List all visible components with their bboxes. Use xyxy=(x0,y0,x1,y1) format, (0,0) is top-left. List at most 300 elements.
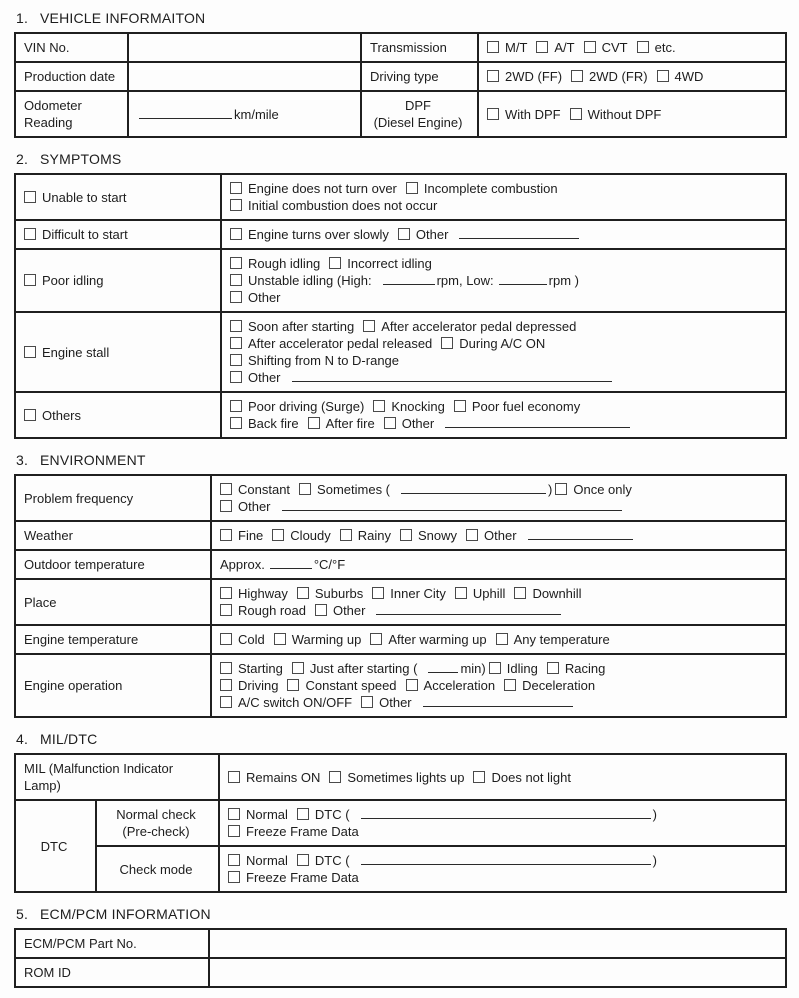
checkbox[interactable] xyxy=(398,228,410,240)
form-line xyxy=(24,631,202,648)
form-line xyxy=(24,838,87,855)
checkbox[interactable] xyxy=(340,529,352,541)
label-cell xyxy=(15,249,221,312)
checkbox[interactable] xyxy=(473,771,485,783)
static-text: ECM/PCM Part No. xyxy=(24,936,137,951)
fill-in-blank[interactable] xyxy=(428,660,458,673)
checkbox-label: DTC ( xyxy=(314,853,350,868)
checkbox-option xyxy=(230,416,299,431)
form-line xyxy=(220,585,777,602)
form-line xyxy=(24,68,119,85)
section-ecm-pcm-information xyxy=(14,906,785,988)
checkbox-label: Difficult to start xyxy=(42,227,128,242)
label-cell xyxy=(15,62,128,91)
checkbox-option xyxy=(272,528,330,543)
static-text: Weather xyxy=(24,528,73,543)
form-line xyxy=(105,823,210,840)
checkbox[interactable] xyxy=(230,354,242,366)
checkbox[interactable] xyxy=(230,337,242,349)
checkbox-option xyxy=(220,603,306,618)
checkbox-option xyxy=(370,632,486,647)
static-text: MIL (Malfunction Indicator xyxy=(24,761,174,776)
checkbox-label: Driving xyxy=(238,678,279,693)
checkbox-label: Poor fuel economy xyxy=(471,399,581,414)
checkbox[interactable] xyxy=(220,587,232,599)
checkbox-label: Normal xyxy=(246,807,288,822)
form-line xyxy=(228,823,777,840)
form-line xyxy=(220,631,777,648)
checkbox-label: After accelerator pedal depressed xyxy=(381,319,577,334)
checkbox-label: Engine turns over slowly xyxy=(248,227,389,242)
checkbox-option xyxy=(329,256,432,271)
checkbox[interactable] xyxy=(220,529,232,541)
static-text: °C/°F xyxy=(313,557,346,572)
checkbox-option xyxy=(315,603,366,618)
checkbox-option xyxy=(657,69,704,84)
fill-in-blank[interactable] xyxy=(423,694,573,707)
checkbox-label: Other xyxy=(248,370,281,385)
checkbox-option xyxy=(228,853,288,868)
fill-in-blank[interactable] xyxy=(361,806,651,819)
checkbox-option xyxy=(536,40,574,55)
checkbox-label: Racing xyxy=(564,661,606,676)
checkbox[interactable] xyxy=(220,604,232,616)
static-text: (Pre-check) xyxy=(122,824,190,839)
form-line xyxy=(220,694,777,711)
checkbox[interactable] xyxy=(487,41,499,53)
value-cell xyxy=(219,800,786,846)
checkbox-option xyxy=(555,482,632,497)
checkbox-label: Just after starting ( xyxy=(309,661,418,676)
checkbox-label: Any temperature xyxy=(513,632,610,647)
value-cell xyxy=(478,33,786,62)
checkbox-label: Fine xyxy=(238,528,264,543)
static-text: rpm, Low: xyxy=(436,273,494,288)
fill-in-blank[interactable] xyxy=(270,556,312,569)
checkbox-option xyxy=(297,586,363,601)
label-cell xyxy=(15,91,128,137)
form-line xyxy=(228,769,777,786)
checkbox-label: After fire xyxy=(325,416,375,431)
value-cell xyxy=(219,846,786,892)
checkbox[interactable] xyxy=(220,500,232,512)
checkbox-label: Incomplete combustion xyxy=(423,181,558,196)
label-cell xyxy=(15,33,128,62)
checkbox-label: Remains ON xyxy=(246,769,321,785)
static-text: VIN No. xyxy=(24,40,70,55)
checkbox[interactable] xyxy=(220,679,232,691)
checkbox-option xyxy=(487,40,527,55)
table-vehicle-information xyxy=(14,32,787,138)
form-line xyxy=(220,660,777,677)
form-line xyxy=(24,272,212,289)
value-cell xyxy=(209,929,786,958)
form-line xyxy=(24,964,200,981)
checkbox-label: DTC ( xyxy=(314,807,350,822)
checkbox-option xyxy=(274,632,362,647)
checkbox[interactable] xyxy=(272,529,284,541)
form-line xyxy=(228,869,777,886)
form-line xyxy=(230,272,777,289)
form-line xyxy=(370,97,469,114)
checkbox[interactable] xyxy=(228,825,240,837)
form-line xyxy=(228,806,777,823)
checkbox[interactable] xyxy=(299,483,311,495)
value-cell xyxy=(211,625,786,654)
checkbox-label: Constant xyxy=(238,482,291,497)
form-line xyxy=(230,335,777,352)
form-line xyxy=(220,556,777,573)
checkbox-option xyxy=(230,399,364,414)
value-cell xyxy=(221,220,786,249)
form-line xyxy=(24,777,210,794)
checkbox-label: Other xyxy=(332,603,366,618)
checkbox[interactable] xyxy=(361,696,373,708)
checkbox[interactable] xyxy=(570,108,582,120)
checkbox[interactable] xyxy=(24,346,36,358)
static-text: Engine operation xyxy=(24,678,123,693)
checkbox-label: Starting xyxy=(238,661,283,676)
static-text: ) xyxy=(548,482,553,497)
checkbox[interactable] xyxy=(466,529,478,541)
checkbox[interactable] xyxy=(373,400,385,412)
form-line xyxy=(220,677,777,694)
checkbox[interactable] xyxy=(504,679,516,691)
checkbox-option xyxy=(24,227,128,242)
fill-in-blank[interactable] xyxy=(383,272,435,285)
section-number: 5. xyxy=(16,906,29,922)
checkbox[interactable] xyxy=(657,70,669,82)
checkbox-option xyxy=(514,586,581,601)
checkbox[interactable] xyxy=(228,871,240,883)
checkbox-option xyxy=(297,807,350,822)
fill-in-blank[interactable] xyxy=(282,498,622,511)
label-cell xyxy=(15,312,221,392)
fill-in-blank[interactable] xyxy=(376,602,561,615)
value-cell xyxy=(128,91,361,137)
checkbox-option xyxy=(230,256,320,271)
form-line xyxy=(230,289,777,306)
checkbox[interactable] xyxy=(230,182,242,194)
checkbox-label: Cold xyxy=(238,632,265,647)
static-text: rpm ) xyxy=(548,273,579,288)
checkbox[interactable] xyxy=(230,320,242,332)
checkbox-option xyxy=(297,853,350,868)
table-ecm-pcm-information xyxy=(14,928,787,988)
fill-in-blank[interactable] xyxy=(528,527,633,540)
checkbox[interactable] xyxy=(536,41,548,53)
checkbox[interactable] xyxy=(384,417,396,429)
checkbox-label: A/T xyxy=(554,40,575,55)
checkbox-label: Shifting from N to D-range xyxy=(248,353,400,368)
checkbox-option xyxy=(361,695,412,710)
static-text: ) xyxy=(652,853,657,868)
static-text: Outdoor temperature xyxy=(24,557,145,572)
checkbox-option xyxy=(220,528,263,543)
checkbox-option xyxy=(487,69,562,84)
checkbox[interactable] xyxy=(637,41,649,53)
checkbox[interactable] xyxy=(400,529,412,541)
section-title: ECM/PCM INFORMATION xyxy=(40,906,211,922)
label-cell xyxy=(96,846,219,892)
checkbox-option xyxy=(228,807,288,822)
checkbox[interactable] xyxy=(297,587,309,599)
fill-in-blank[interactable] xyxy=(401,481,546,494)
section-number: 1. xyxy=(16,10,29,26)
section-heading xyxy=(16,10,783,26)
form-line xyxy=(230,226,777,243)
checkbox[interactable] xyxy=(571,70,583,82)
section-environment xyxy=(14,452,785,718)
checkbox-option xyxy=(230,319,354,334)
checkbox-option xyxy=(230,290,281,305)
checkbox[interactable] xyxy=(441,337,453,349)
checkbox[interactable] xyxy=(372,587,384,599)
fill-in-blank[interactable] xyxy=(459,226,579,239)
form-line xyxy=(230,415,777,432)
value-cell xyxy=(221,392,786,438)
checkbox-label: Poor driving (Surge) xyxy=(248,399,365,414)
checkbox-label: Highway xyxy=(238,586,288,601)
checkbox[interactable] xyxy=(455,587,467,599)
checkbox-option xyxy=(220,482,290,497)
checkbox[interactable] xyxy=(297,854,309,866)
form-line xyxy=(105,806,210,823)
static-text: ROM ID xyxy=(24,965,71,980)
checkbox[interactable] xyxy=(220,696,232,708)
checkbox[interactable] xyxy=(230,291,242,303)
checkbox-option xyxy=(228,824,359,839)
fill-in-blank[interactable] xyxy=(499,272,547,285)
checkbox[interactable] xyxy=(329,771,341,783)
checkbox[interactable] xyxy=(230,400,242,412)
section-number: 4. xyxy=(16,731,29,747)
checkbox[interactable] xyxy=(220,662,232,674)
checkbox[interactable] xyxy=(220,633,232,645)
section-symptoms xyxy=(14,151,785,439)
label-cell xyxy=(15,521,211,550)
static-text: Approx. xyxy=(220,557,265,572)
form-line xyxy=(230,369,777,386)
checkbox-label: Unable to start xyxy=(42,189,127,205)
checkbox[interactable] xyxy=(487,108,499,120)
checkbox-label: Incorrect idling xyxy=(347,256,432,271)
checkbox-label: Others xyxy=(42,407,82,423)
checkbox-option xyxy=(230,370,281,385)
form-line xyxy=(105,861,210,878)
checkbox-option xyxy=(228,870,359,885)
form-line xyxy=(24,527,202,544)
checkbox-option xyxy=(406,181,558,196)
static-text: Engine temperature xyxy=(24,632,139,647)
checkbox-option xyxy=(230,273,372,288)
static-text: Check mode xyxy=(119,861,193,877)
section-number: 3. xyxy=(16,452,29,468)
form-line xyxy=(220,527,777,544)
static-text: km/mile xyxy=(234,106,279,122)
checkbox-option xyxy=(230,181,397,196)
static-text: Production date xyxy=(24,69,116,84)
static-text: Place xyxy=(24,594,57,610)
checkbox-label: Other xyxy=(401,416,435,431)
checkbox[interactable] xyxy=(228,808,240,820)
form-line xyxy=(230,255,777,272)
checkbox-label: Sometimes ( xyxy=(317,482,391,497)
label-cell xyxy=(15,392,221,438)
checkbox[interactable] xyxy=(274,633,286,645)
value-cell xyxy=(221,249,786,312)
checkbox-option xyxy=(372,586,446,601)
checkbox-label: Suburbs xyxy=(314,586,364,601)
checkbox-label: Freeze Frame Data xyxy=(246,824,359,839)
checkbox-label: Cloudy xyxy=(290,528,331,543)
table-environment xyxy=(14,474,787,718)
label-cell xyxy=(15,800,96,892)
form-line xyxy=(24,226,212,243)
checkbox[interactable] xyxy=(406,182,418,194)
checkbox[interactable] xyxy=(297,808,309,820)
checkbox[interactable] xyxy=(287,679,299,691)
checkbox-label: Normal xyxy=(246,853,288,868)
checkbox[interactable] xyxy=(220,483,232,495)
checkbox-option xyxy=(24,273,103,288)
label-cell xyxy=(15,550,211,579)
checkbox-option xyxy=(329,770,464,785)
checkbox-label: Idling xyxy=(506,661,538,676)
checkbox-option xyxy=(220,632,265,647)
static-text: (Diesel Engine) xyxy=(373,115,463,130)
section-title: VEHICLE INFORMAITON xyxy=(40,10,206,26)
checkbox[interactable] xyxy=(370,633,382,645)
static-text: Reading xyxy=(24,115,73,130)
checkbox-label: etc. xyxy=(654,40,676,55)
fill-in-blank[interactable] xyxy=(445,415,630,428)
checkbox-label: Unstable idling (High: xyxy=(248,273,372,288)
checkbox-label: Inner City xyxy=(390,586,446,601)
checkbox-label: Other xyxy=(379,695,412,710)
checkbox[interactable] xyxy=(547,662,559,674)
form-line xyxy=(230,398,777,415)
checkbox[interactable] xyxy=(555,483,567,495)
checkbox[interactable] xyxy=(496,633,508,645)
form-line xyxy=(24,677,202,694)
checkbox[interactable] xyxy=(24,191,36,203)
value-cell xyxy=(209,958,786,987)
checkbox-label: Warming up xyxy=(291,632,362,647)
form-line xyxy=(24,490,202,507)
section-title: ENVIRONMENT xyxy=(40,452,146,468)
value-cell xyxy=(478,91,786,137)
static-text: Normal check xyxy=(116,807,196,822)
section-heading xyxy=(16,151,783,167)
checkbox-option xyxy=(24,408,81,423)
checkbox-label: Poor idling xyxy=(42,273,104,288)
checkbox[interactable] xyxy=(329,257,341,269)
checkbox[interactable] xyxy=(230,274,242,286)
checkbox[interactable] xyxy=(292,662,304,674)
checkbox[interactable] xyxy=(228,771,240,783)
checkbox-label: Other xyxy=(415,227,449,242)
value-cell xyxy=(478,62,786,91)
static-text: Problem frequency xyxy=(24,490,134,506)
checkbox-label: After warming up xyxy=(388,632,487,647)
form-line xyxy=(370,68,469,85)
static-text: Driving type xyxy=(370,69,439,84)
value-cell xyxy=(128,62,361,91)
checkbox[interactable] xyxy=(230,199,242,211)
checkbox-option xyxy=(454,399,580,414)
checkbox-option xyxy=(340,528,391,543)
static-text: DTC xyxy=(40,838,68,854)
checkbox-label: Acceleration xyxy=(423,678,496,693)
static-text: Transmission xyxy=(370,40,447,55)
checkbox-option xyxy=(504,678,595,693)
checkbox-label: Engine stall xyxy=(42,344,110,360)
value-cell xyxy=(221,312,786,392)
checkbox[interactable] xyxy=(24,228,36,240)
fill-in-blank[interactable] xyxy=(361,852,651,865)
checkbox-option xyxy=(466,528,517,543)
form-line xyxy=(220,498,777,515)
section-title: SYMPTOMS xyxy=(40,151,122,167)
form-line xyxy=(24,344,212,361)
label-cell xyxy=(15,654,211,717)
label-cell xyxy=(15,220,221,249)
checkbox-option xyxy=(292,661,418,676)
checkbox[interactable] xyxy=(584,41,596,53)
checkbox-label: Engine does not turn over xyxy=(248,181,397,196)
section-title: MIL/DTC xyxy=(40,731,98,747)
section-vehicle-information xyxy=(14,10,785,138)
checkbox[interactable] xyxy=(308,417,320,429)
fill-in-blank[interactable] xyxy=(292,369,612,382)
checkbox[interactable] xyxy=(230,371,242,383)
fill-in-blank[interactable] xyxy=(139,106,232,119)
checkbox-option xyxy=(547,661,605,676)
checkbox-label: Knocking xyxy=(391,399,445,414)
checkbox[interactable] xyxy=(24,274,36,286)
checkbox[interactable] xyxy=(454,400,466,412)
checkbox-option xyxy=(373,399,444,414)
section-number: 2. xyxy=(16,151,29,167)
checkbox-option xyxy=(220,695,352,710)
checkbox-option xyxy=(473,770,571,785)
checkbox[interactable] xyxy=(230,257,242,269)
checkbox-option xyxy=(570,107,662,122)
checkbox[interactable] xyxy=(514,587,526,599)
value-cell xyxy=(211,579,786,625)
checkbox[interactable] xyxy=(230,228,242,240)
checkbox[interactable] xyxy=(24,409,36,421)
checkbox[interactable] xyxy=(230,417,242,429)
label-cell xyxy=(361,33,478,62)
checkbox-label: 2WD (FF) xyxy=(505,69,563,84)
checkbox-option xyxy=(489,661,538,676)
form-line xyxy=(487,106,777,123)
checkbox[interactable] xyxy=(406,679,418,691)
checkbox[interactable] xyxy=(315,604,327,616)
label-cell xyxy=(361,91,478,137)
form-line xyxy=(24,935,200,952)
checkbox-label: Other xyxy=(248,290,281,305)
checkbox-option xyxy=(496,632,610,647)
checkbox[interactable] xyxy=(363,320,375,332)
checkbox[interactable] xyxy=(489,662,501,674)
value-cell xyxy=(211,550,786,579)
checkbox-option xyxy=(406,678,496,693)
checkbox[interactable] xyxy=(487,70,499,82)
checkbox[interactable] xyxy=(228,854,240,866)
